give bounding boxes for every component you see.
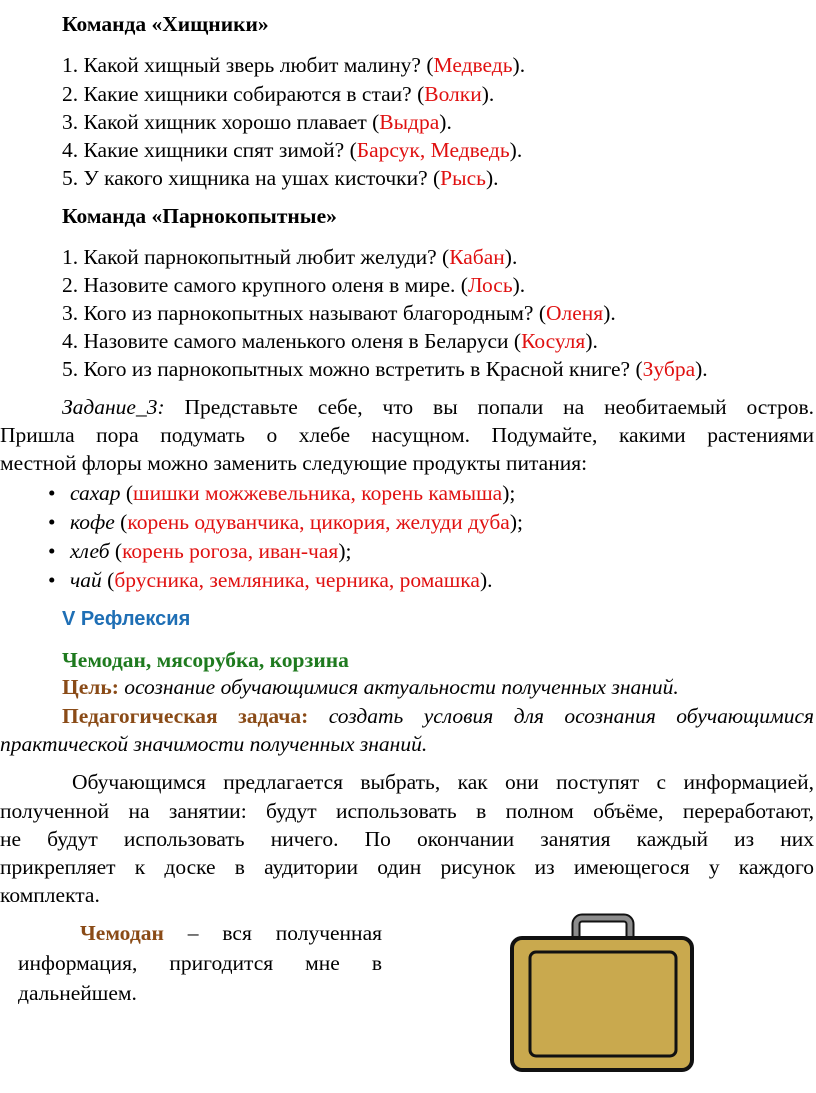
task3-line1: Задание_3: Представьте себе, что вы попали на необитаемый остров. [62,395,815,419]
list-item: 4. Назовите самого маленького оленя в Беларуси (Косуля). [62,329,598,353]
paragraph-line: полученной на занятии: будут использовать в полном объёме, переработают, [0,799,814,823]
reflection-goal: Цель: осознание обучающимися актуальности полученных знаний. [62,675,679,699]
suitcase-caption-line3: дальнейшем. [18,981,137,1005]
reflection-heading: V Рефлексия [62,608,191,630]
team-ungulates-title: Команда «Парнокопытные» [62,204,337,228]
reflection-task-cont: практической значимости полученных знаний. [0,732,428,756]
team-predators-title: Команда «Хищники» [62,12,269,36]
bullet-icon: • [48,510,56,534]
reflection-task: Педагогическая задача: создать условия для осознания обучающимися [62,704,814,728]
list-item: 3. Какой хищник хорошо плавает (Выдра). [62,110,452,134]
list-item: 5. Кого из парнокопытных можно встретить в Красной книге? (Зубра). [62,357,708,381]
reflection-subheading: Чемодан, мясорубка, корзина [62,648,349,672]
list-item: • хлеб (корень рогоза, иван-чая); [48,539,352,563]
list-item: • чай (брусника, земляника, черника, ромашка). [48,568,493,592]
list-item: 5. У какого хищника на ушах кисточки? (Рысь). [62,166,499,190]
bullet-icon: • [48,481,56,505]
list-item: • кофе (корень одуванчика, цикория, желуди дуба); [48,510,523,534]
task3-line3: местной флоры можно заменить следующие продукты питания: [0,451,588,475]
suitcase-icon [508,912,698,1080]
paragraph-line: не будут использовать ничего. По окончании занятия каждый из них [0,827,814,851]
paragraph-line: Обучающимся предлагается выбрать, как они поступят с информацией, [72,770,814,794]
bullet-icon: • [48,539,56,563]
list-item: 4. Какие хищники спят зимой? (Барсук, Медведь). [62,138,523,162]
bullet-icon: • [48,568,56,592]
task3-line2: Пришла пора подумать о хлебе насущном. Подумайте, какими растениями [0,423,814,447]
suitcase-caption-line1: Чемодан – вся полученная [80,921,382,945]
suitcase-caption-line2: информация, пригодится мне в [18,951,382,975]
list-item: 3. Кого из парнокопытных называют благородным? (Оленя). [62,301,616,325]
list-item: 2. Какие хищники собираются в стаи? (Волки). [62,82,495,106]
list-item: 1. Какой парнокопытный любит желуди? (Кабан). [62,245,518,269]
list-item: 1. Какой хищный зверь любит малину? (Медведь). [62,53,526,77]
list-item: • сахар (шишки можжевельника, корень камыша); [48,481,516,505]
paragraph-line: комплекта. [0,883,100,907]
paragraph-line: прикрепляет к доске в аудитории один рисунок из имеющегося у каждого [0,855,814,879]
list-item: 2. Назовите самого крупного оленя в мире. (Лось). [62,273,526,297]
